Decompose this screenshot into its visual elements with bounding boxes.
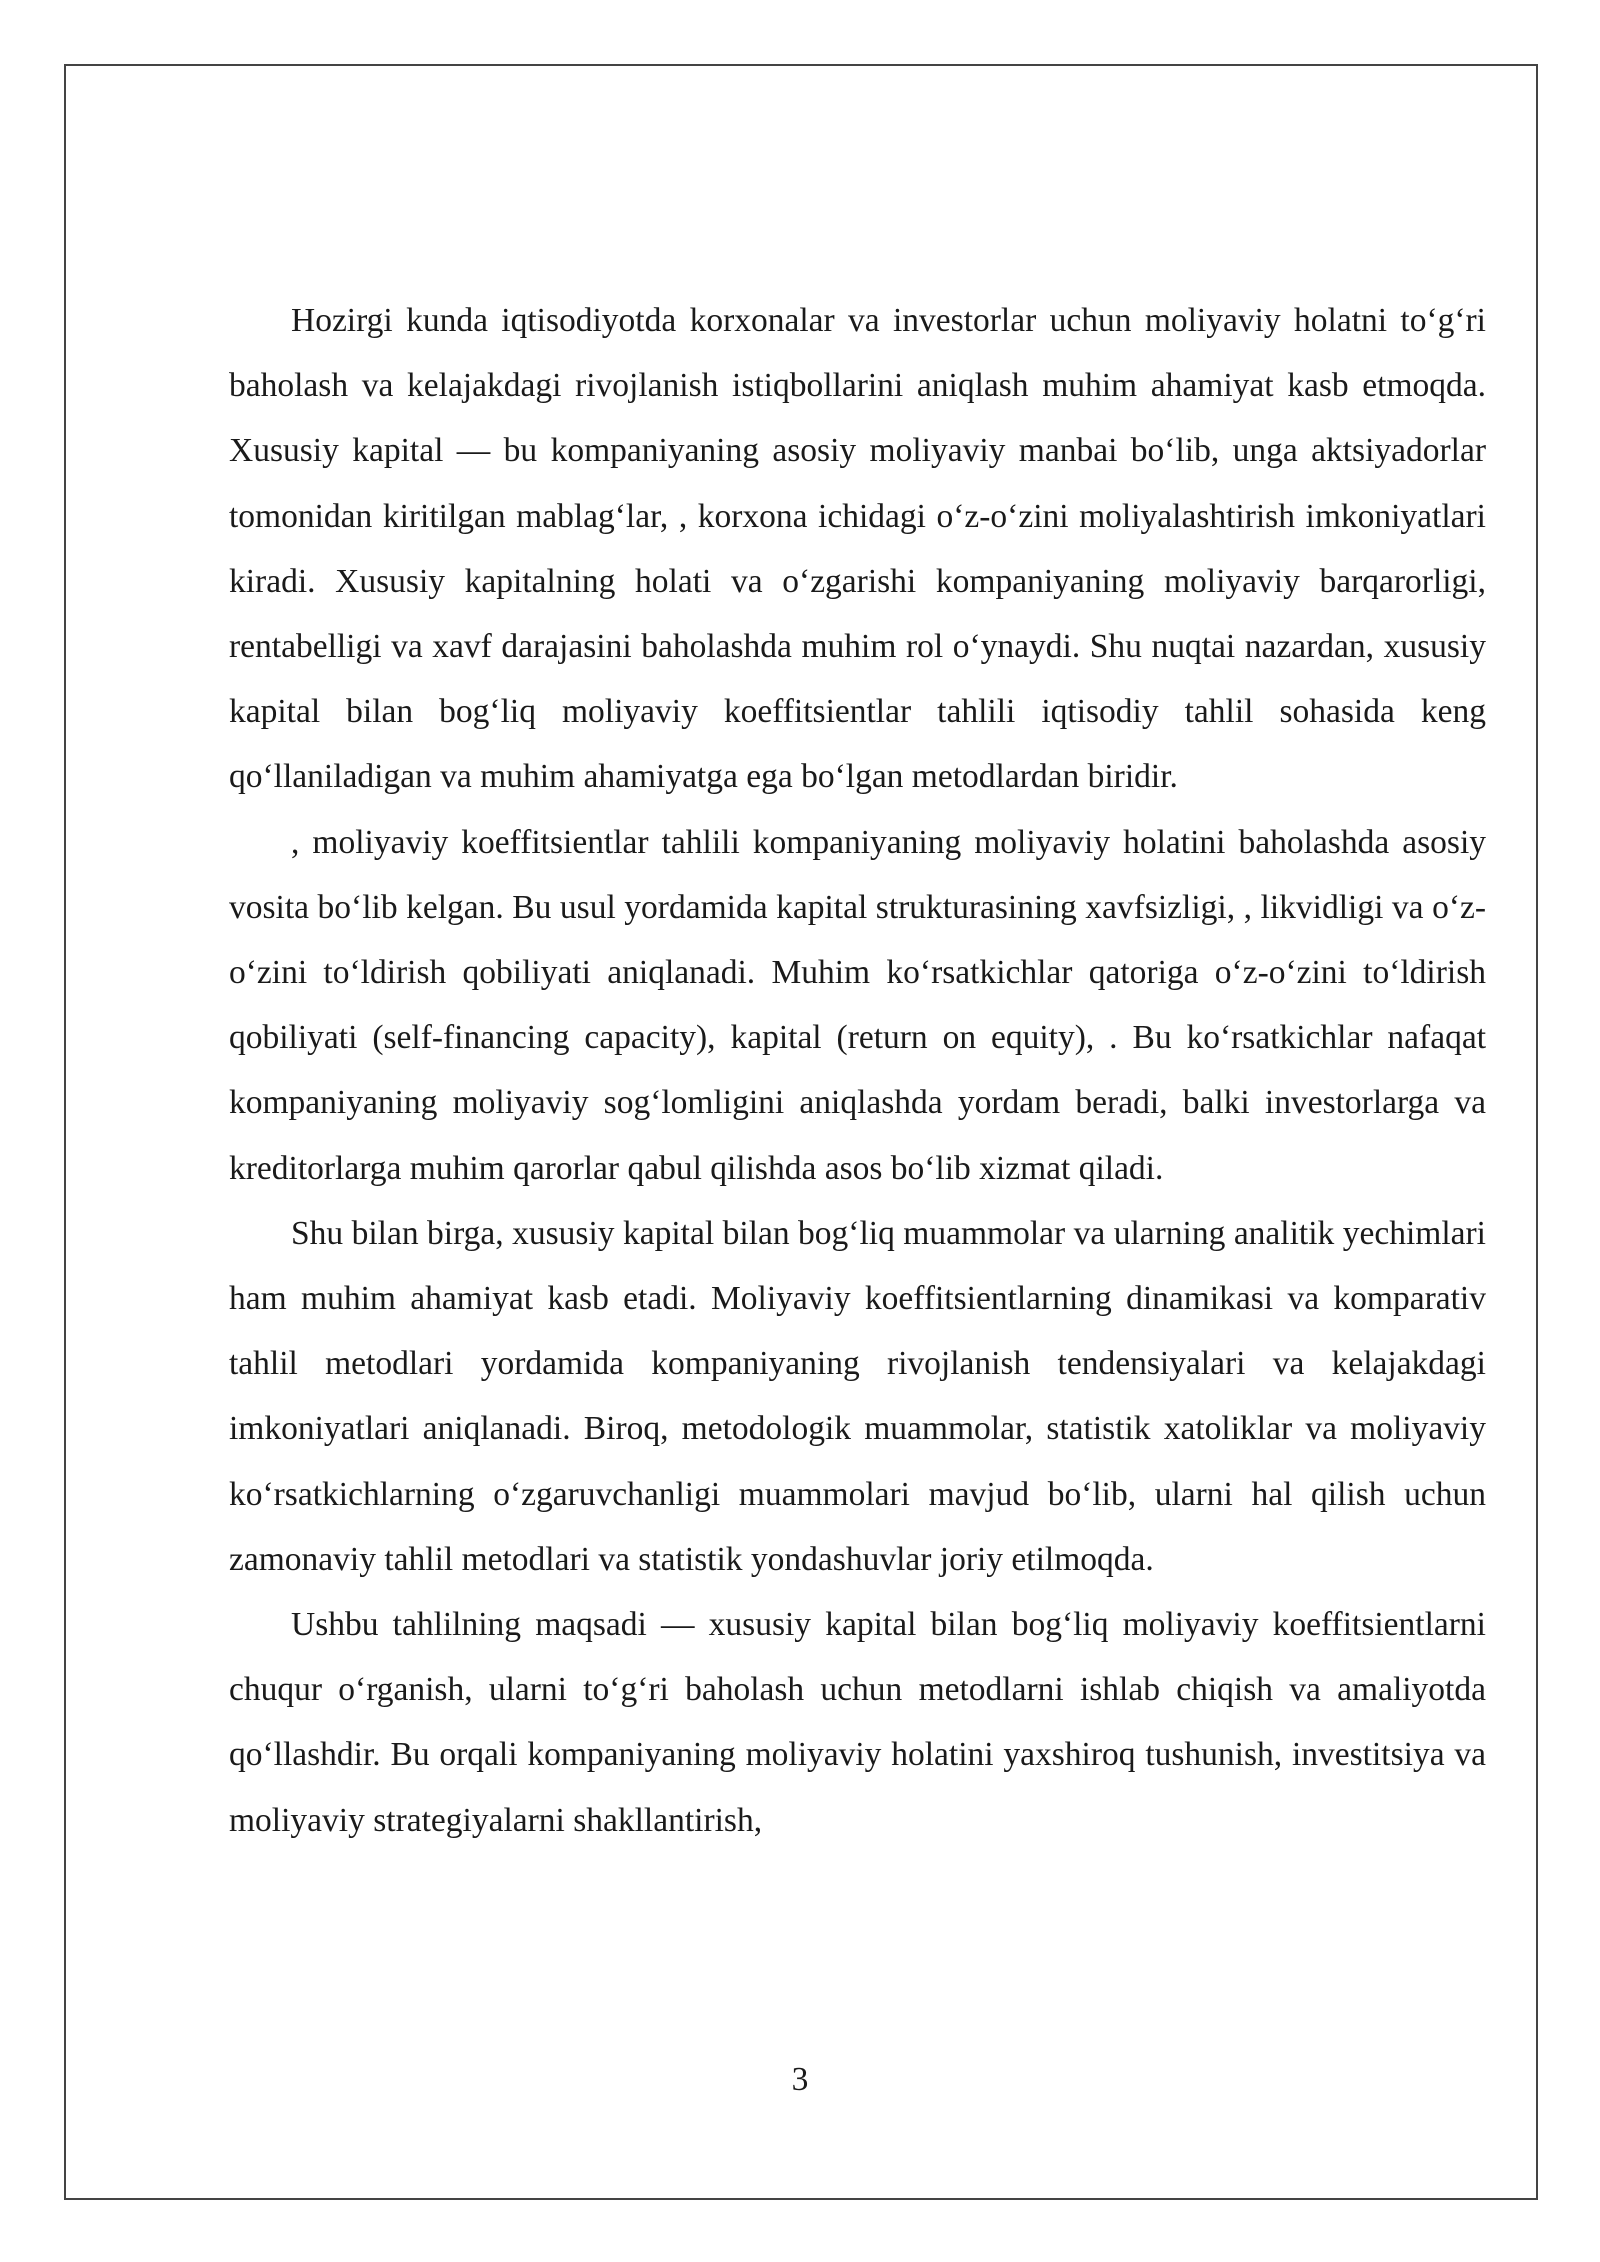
- paragraph-2: , moliyaviy koeffitsientlar tahlili kompaniyaning moliyaviy holatini baholashda asosiy vosita bo‘lib kelgan. Bu usul yordamida kapital strukturasining xavfsizligi, , likvidligi va o‘z-o‘zini to‘ldirish qobiliyati aniqlanadi. Muhim ko‘rsatkichlar qatoriga o‘z-o‘zini to‘ldirish qobiliyati (self-financing capacity), kapital (return on equity), . Bu ko‘rsatkichlar nafaqat kompaniyaning moliyaviy sog‘lomligini aniqlashda yordam beradi, balki investorlarga va kreditorlarga muhim qarorlar qabul qilishda asos bo‘lib xizmat qiladi.: [229, 823, 1486, 1187]
- paragraph-1: Hozirgi kunda iqtisodiyotda korxonalar va investorlar uchun moliyaviy holatni to‘g‘ri baholash va kelajakdagi rivojlanish istiqbollarini aniqlash muhim ahamiyat kasb etmoqda. Xususiy kapital — bu kompaniyaning asosiy moliyaviy manbai bo‘lib, unga aktsiyadorlar tomonidan kiritilgan mablag‘lar, , korxona ichidagi o‘z-o‘zini moliyalashtirish imkoniyatlari kiradi. Xususiy kapitalning holati va o‘zgarishi kompaniyaning moliyaviy barqarorligi, rentabelligi va xavf darajasini baholashda muhim rol o‘ynaydi. Shu nuqtai nazardan, xususiy kapital bilan bog‘liq moliyaviy koeffitsientlar tahlili iqtisodiy tahlil sohasida keng qo‘llaniladigan va muhim ahamiyatga ega bo‘lgan metodlardan biridir.: [229, 302, 1486, 796]
- page-number: 3: [791, 2061, 809, 2098]
- paragraph-4: Ushbu tahlilning maqsadi — xususiy kapital bilan bog‘liq moliyaviy koeffitsientlarni chuqur o‘rganish, ularni to‘g‘ri baholash uchun metodlarni ishlab chiqish va amaliyotda qo‘llashdir. Bu orqali kompaniyaning moliyaviy holatini yaxshiroq tushunish, investitsiya va moliyaviy strategiyalarni shakllantirish,: [229, 1606, 1486, 1839]
- document-body: [229, 288, 1486, 1853]
- paragraph-3: Shu bilan birga, xususiy kapital bilan bog‘liq muammolar va ularning analitik yechimlari ham muhim ahamiyat kasb etadi. Moliyaviy koeffitsientlarning dinamikasi va komparativ tahlil metodlari yordamida kompaniyaning rivojlanish tendensiyalari va kelajakdagi imkoniyatlari aniqlanadi. Biroq, metodologik muammolar, statistik xatoliklar va moliyaviy ko‘rsatkichlarning o‘zgaruvchanligi muammolari mavjud bo‘lib, ularni hal qilish uchun zamonaviy tahlil metodlari va statistik yondashuvlar joriy etilmoqda.: [229, 1214, 1486, 1578]
